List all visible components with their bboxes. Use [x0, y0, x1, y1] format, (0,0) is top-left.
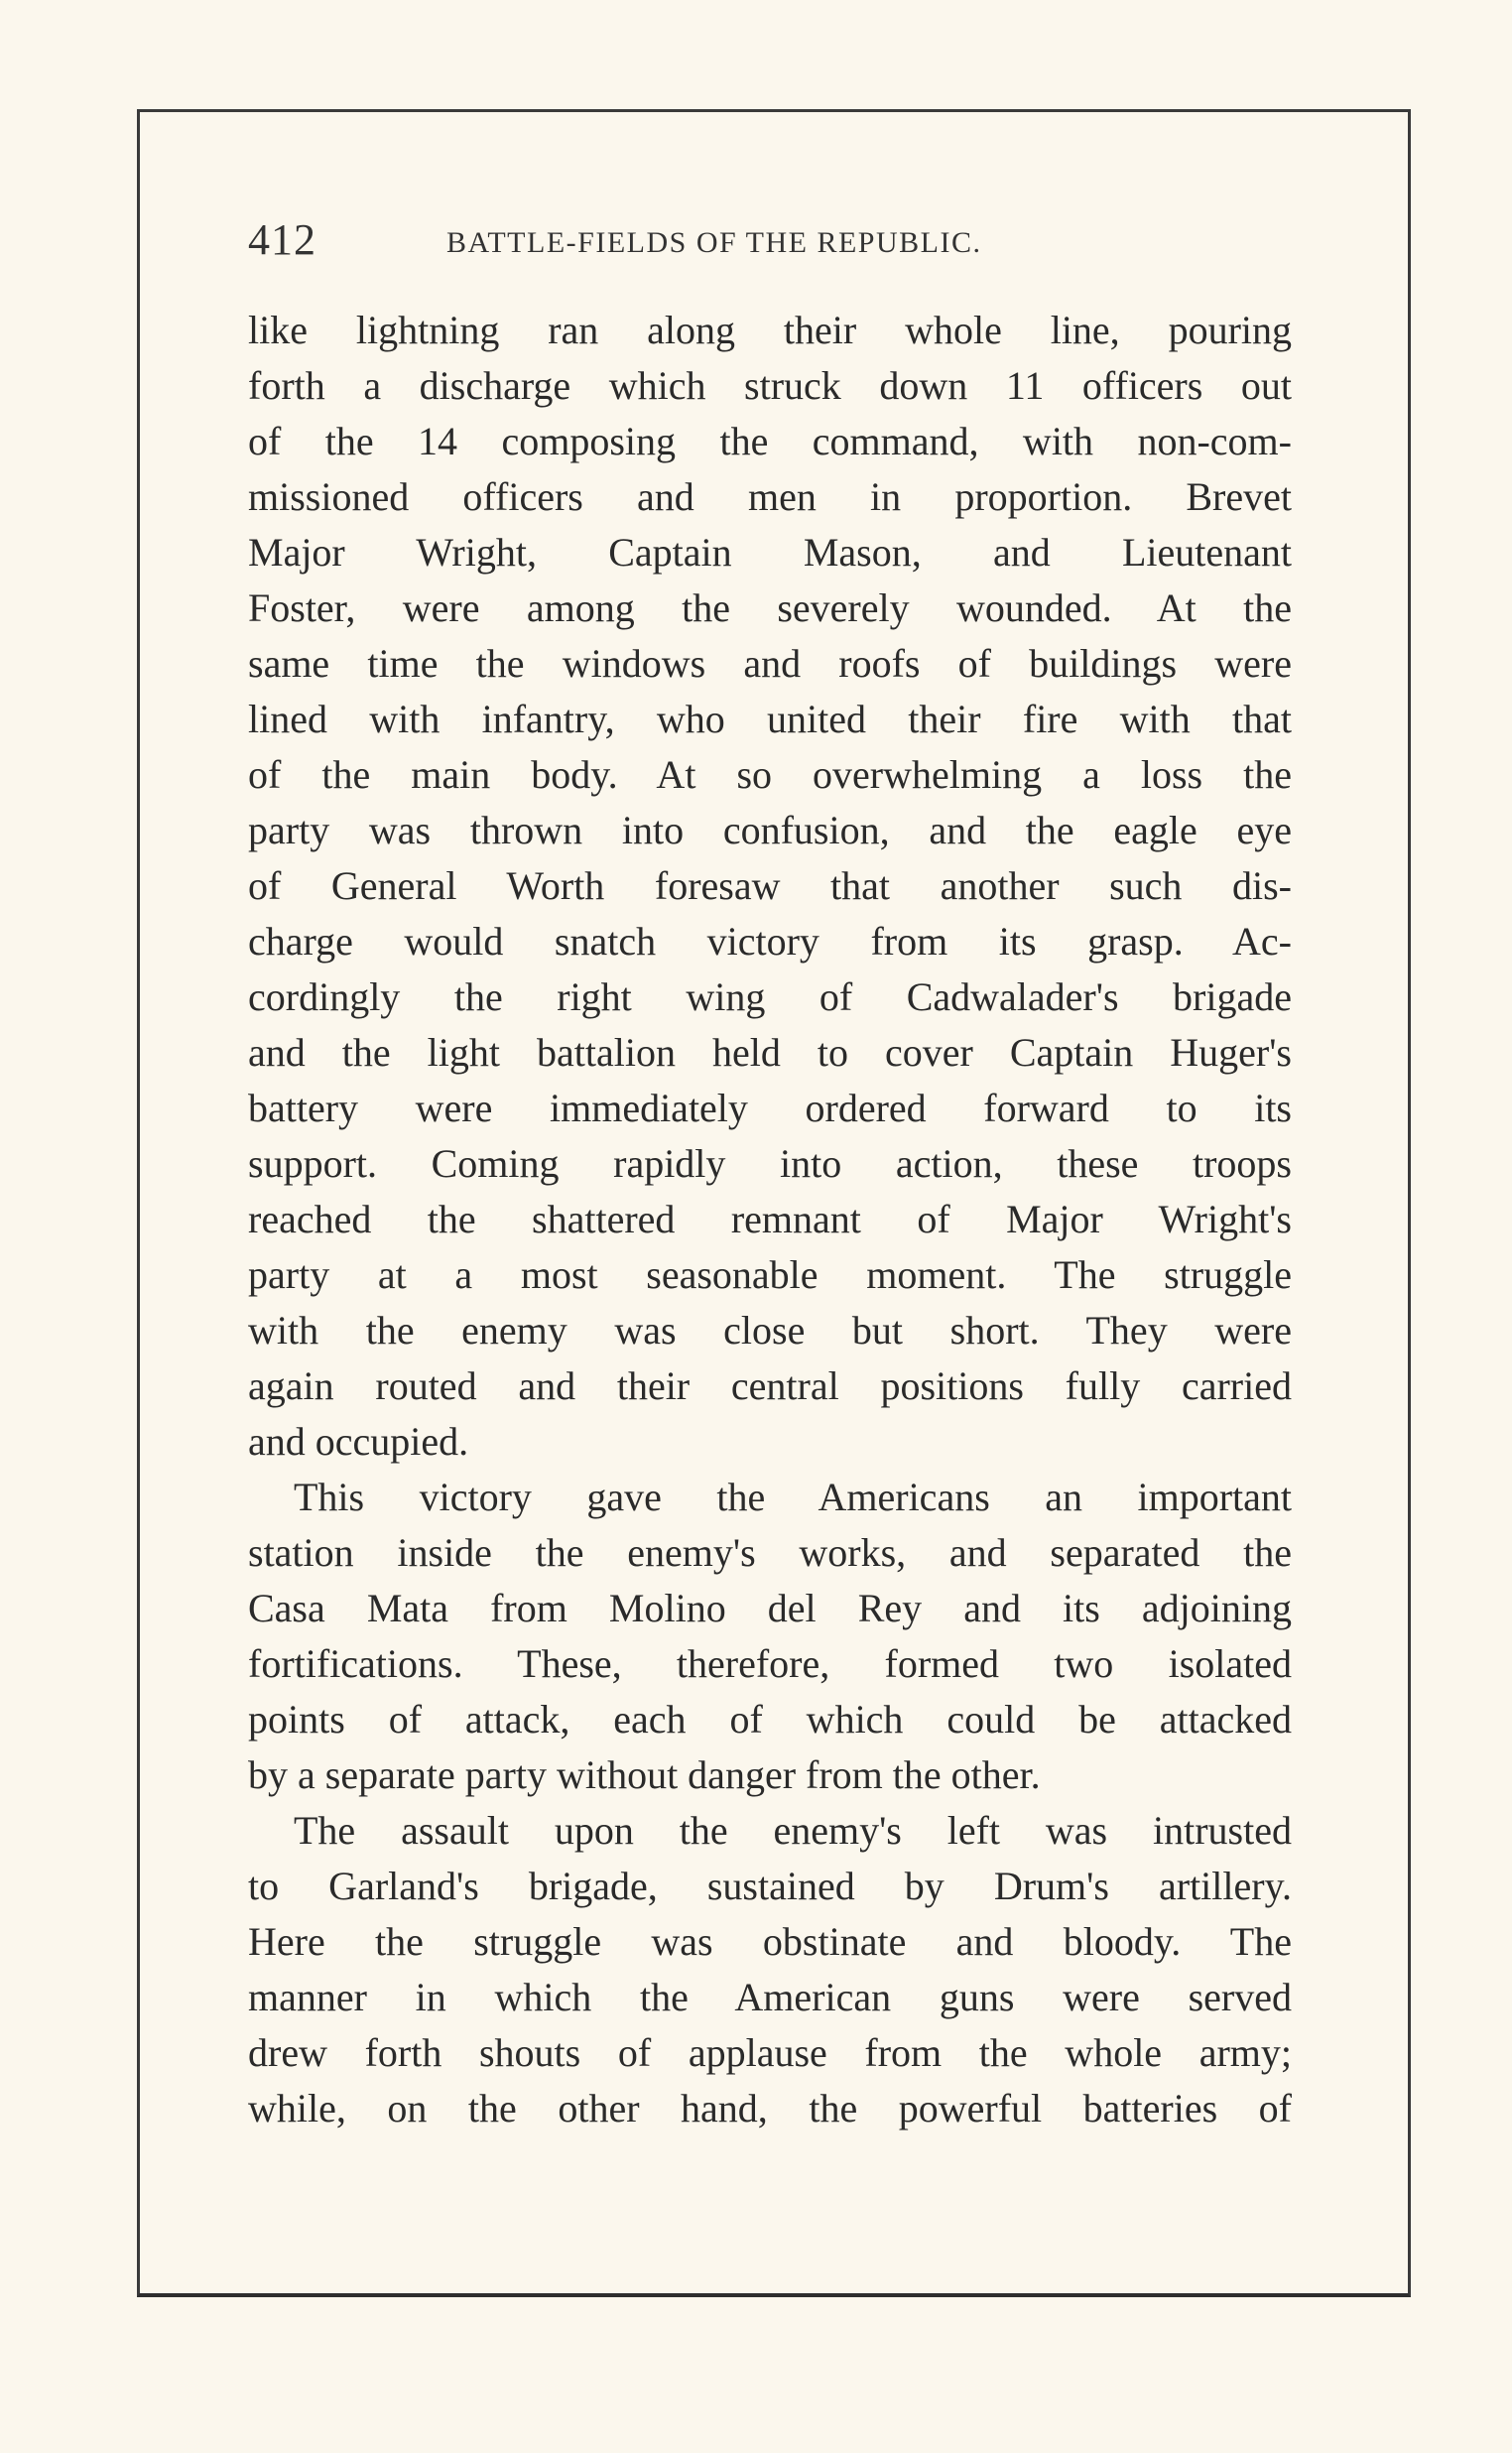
text-line: The assault upon the enemy's left was intrusted	[294, 1808, 1292, 1853]
text-line: Foster, were among the severely wounded. At the	[248, 585, 1292, 630]
running-title: BATTLE-FIELDS OF THE REPUBLIC.	[446, 226, 982, 259]
text-line: points of attack, each of which could be attacked	[248, 1697, 1292, 1742]
text-line: lined with infantry, who united their fire with that	[248, 697, 1292, 741]
text-line: Here the struggle was obstinate and bloody. The	[248, 1919, 1292, 1964]
text-line: charge would snatch victory from its grasp. Ac-	[248, 919, 1292, 964]
text-line: same time the windows and roofs of buildings were	[248, 641, 1292, 686]
text-line: while, on the other hand, the powerful batteries of	[248, 2086, 1292, 2130]
text-line: of the main body. At so overwhelming a loss the	[248, 752, 1292, 797]
text-line: party was thrown into confusion, and the eagle eye	[248, 808, 1292, 852]
text-line: missioned officers and men in proportion. Brevet	[248, 474, 1292, 519]
paragraph-3	[248, 1803, 1292, 2136]
text-line: again routed and their central positions fully carried	[248, 1363, 1292, 1408]
text-line: forth a discharge which struck down 11 officers out	[248, 363, 1292, 408]
text-line: like lightning ran along their whole line, pouring	[248, 308, 1292, 352]
text-line: This victory gave the Americans an important	[294, 1475, 1292, 1519]
paragraph-1	[248, 303, 1292, 1470]
text-line: Major Wright, Captain Mason, and Lieutenant	[248, 530, 1292, 575]
text-line: support. Coming rapidly into action, these troops	[248, 1141, 1292, 1186]
text-line: Casa Mata from Molino del Rey and its adjoining	[248, 1586, 1292, 1630]
paragraph-2	[248, 1470, 1292, 1803]
text-line: party at a most seasonable moment. The struggle	[248, 1252, 1292, 1297]
text-line: manner in which the American guns were served	[248, 1975, 1292, 2019]
text-line: station inside the enemy's works, and separated the	[248, 1530, 1292, 1575]
text-line: with the enemy was close but short. They were	[248, 1308, 1292, 1353]
text-line: of General Worth foresaw that another such dis-	[248, 863, 1292, 908]
text-line: reached the shattered remnant of Major Wright's	[248, 1197, 1292, 1241]
text-line: to Garland's brigade, sustained by Drum's artillery.	[248, 1864, 1292, 1908]
body-text	[248, 303, 1292, 2136]
text-line: fortifications. These, therefore, formed two isolated	[248, 1641, 1292, 1686]
text-line: battery were immediately ordered forward to its	[248, 1086, 1292, 1130]
running-head	[248, 210, 1290, 270]
text-line: cordingly the right wing of Cadwalader's brigade	[248, 974, 1292, 1019]
text-line: of the 14 composing the command, with non-com-	[248, 419, 1292, 463]
text-line: and occupied.	[248, 1419, 469, 1464]
page-number: 412	[248, 215, 316, 264]
text-line: by a separate party without danger from the other.	[248, 1752, 1041, 1797]
text-line: drew forth shouts of applause from the whole army;	[248, 2030, 1292, 2075]
text-line: and the light battalion held to cover Captain Huger's	[248, 1030, 1292, 1075]
